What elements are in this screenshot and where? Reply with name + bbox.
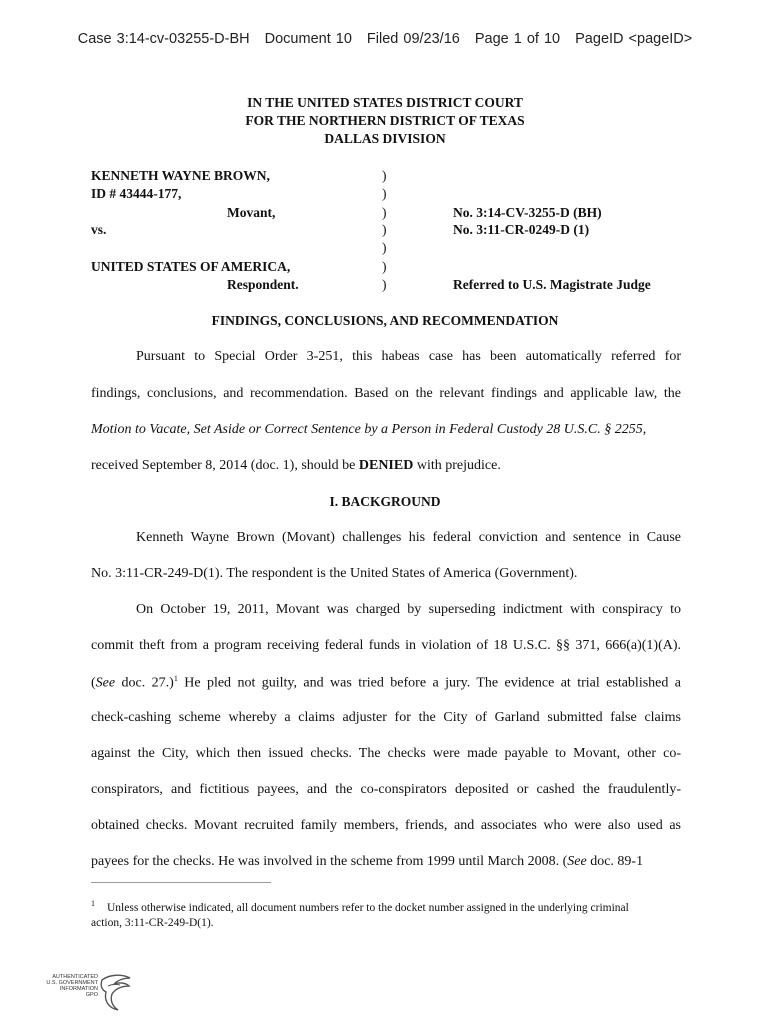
- referral-note: Referred to U.S. Magistrate Judge: [453, 277, 651, 292]
- gpo-text-3: INFORMATION: [59, 986, 98, 992]
- eagle-icon: [96, 972, 136, 1012]
- para2-line-8: [91, 854, 681, 870]
- footnote-ref: 1: [173, 674, 178, 683]
- court-line-1: IN THE UNITED STATES DISTRICT COURT: [247, 95, 523, 110]
- caption-paren: ): [382, 205, 387, 220]
- footnote-text: Unless otherwise indicated, all document numbers refer to the docket number assigned in the underlying criminal: [107, 901, 629, 914]
- gpo-authentication-seal: [40, 972, 136, 1014]
- footnote-divider: [91, 882, 271, 883]
- para2-line-1: On October 19, 2011, Movant was charged by superseding indictment with conspiracy to: [136, 602, 681, 617]
- civil-case-number: No. 3:14-CV-3255-D (BH): [453, 205, 602, 220]
- footnote-number: 1: [91, 899, 95, 908]
- respondent-role: Respondent.: [227, 277, 299, 292]
- intro-line-3: [91, 422, 681, 438]
- page-id: PageID <pageID>: [575, 31, 693, 47]
- intro-line-1: Pursuant to Special Order 3-251, this habeas case has been automatically referred for: [136, 349, 681, 364]
- para1-line-2: No. 3:11-CR-249-D(1). The respondent is the United States of America (Government).: [91, 566, 578, 581]
- gpo-text-4: GPO: [85, 992, 98, 998]
- caption-paren: ): [382, 259, 387, 274]
- intro-line-2: findings, conclusions, and recommendation. Based on the relevant findings and applicable law, the: [91, 386, 681, 401]
- intro-text: received September 8, 2014 (doc. 1), should be: [91, 458, 359, 473]
- intro-line-3-end: ,: [642, 422, 647, 437]
- caption-paren: ): [382, 222, 387, 237]
- para2-line-8-text: payees for the checks. He was involved in the scheme from 1999 until March 2008. (: [91, 854, 568, 869]
- intro-text-end: with prejudice.: [413, 458, 501, 473]
- para2-line-3: [91, 674, 681, 692]
- ruling: DENIED: [358, 458, 414, 473]
- caption-paren: ): [382, 277, 387, 292]
- movant-id: ID # 43444-177,: [91, 186, 182, 201]
- para2-line-4: check-cashing scheme whereby a claims adjuster for the City of Garland submitted false claims: [91, 710, 681, 725]
- case-number: Case 3:14-cv-03255-D-BH: [77, 31, 250, 47]
- caption-paren: ): [382, 186, 387, 201]
- criminal-case-number: No. 3:11-CR-0249-D (1): [453, 222, 590, 237]
- footnote-line-1: [91, 899, 629, 914]
- para2-line-2: commit theft from a program receiving federal funds in violation of 18 U.S.C. §§ 371, 666(a)(1)(A).: [91, 638, 681, 653]
- movant-role: Movant,: [227, 205, 276, 220]
- see-signal: See: [567, 854, 587, 869]
- para2-line-6: conspirators, and fictitious payees, and the co-conspirators deposited or cashed the fraudulently-: [91, 782, 681, 797]
- doc-cite: doc. 89-1: [586, 854, 644, 869]
- intro-line-4: [91, 458, 681, 474]
- movant-name: KENNETH WAYNE BROWN,: [91, 168, 270, 183]
- case-caption: [0, 0, 770, 300]
- para2-line-5: against the City, which then issued checks. The checks were made payable to Movant, other co-: [91, 746, 681, 761]
- motion-title: Motion to Vacate, Set Aside or Correct Sentence by a Person in Federal Custody 28 U.S.C. § 2255: [91, 422, 643, 437]
- respondent-name: UNITED STATES OF AMERICA,: [91, 259, 291, 274]
- para2-line-7: obtained checks. Movant recruited family members, friends, and associates who were also used as: [91, 818, 681, 833]
- filed-date: Filed 09/23/16: [366, 31, 460, 47]
- caption-paren: ): [382, 168, 387, 183]
- gpo-text-1: AUTHENTICATED: [52, 974, 98, 980]
- page-number: Page 1 of 10: [474, 31, 561, 47]
- para1-line-1: Kenneth Wayne Brown (Movant) challenges his federal conviction and sentence in Cause: [136, 530, 681, 545]
- court-line-3: DALLAS DIVISION: [324, 131, 446, 146]
- see-signal: See: [95, 675, 116, 691]
- document-number: Document 10: [264, 31, 352, 47]
- cite-open: (: [91, 675, 96, 691]
- document-title: FINDINGS, CONCLUSIONS, AND RECOMMENDATION: [211, 313, 559, 328]
- caption-paren: ): [382, 240, 387, 255]
- court-line-2: FOR THE NORTHERN DISTRICT OF TEXAS: [245, 113, 525, 128]
- section-heading-background: I. BACKGROUND: [329, 494, 441, 509]
- para2-line-3-rest: He pled not guilty, and was tried before a jury. The evidence at trial established a: [177, 675, 681, 691]
- doc-cite: doc. 27.): [115, 675, 174, 691]
- versus: vs.: [91, 222, 107, 237]
- footnote-line-2: action, 3:11-CR-249-D(1).: [91, 917, 214, 929]
- gpo-text-2: U.S. GOVERNMENT: [46, 980, 98, 986]
